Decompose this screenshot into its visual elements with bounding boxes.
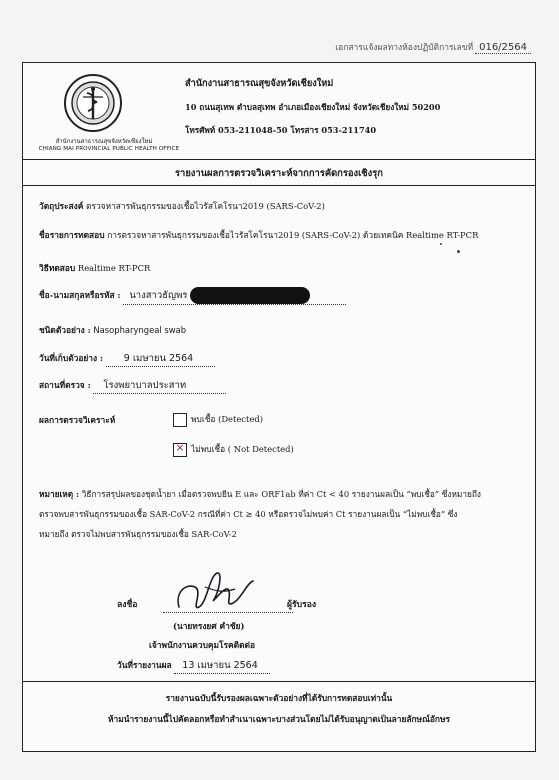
method-text: Realtime RT-PCR xyxy=(77,263,151,273)
scan-speck xyxy=(440,243,442,245)
note-line-3: หมายถึง ตรวจไม่พบสารพันธุกรรมของเชื้อ SAR-CoV-2 xyxy=(39,529,237,539)
collect-date-label: วันที่เก็บตัวอย่าง : xyxy=(39,353,104,363)
office-name: สำนักงานสาธารณสุขจังหวัดเชียงใหม่ xyxy=(185,78,334,89)
scan-speck xyxy=(457,250,460,253)
footer-divider xyxy=(23,681,535,682)
check-mark-icon: × xyxy=(175,440,185,454)
footer-line-1: รายงานฉบับนี้รับรองผลเฉพาะตัวอย่างที่ได้รับการทดสอบเท่านั้น xyxy=(165,693,393,703)
signer-name: (นายทรงยศ คำชัย) xyxy=(173,621,245,631)
note-label: หมายเหตุ : xyxy=(39,489,80,499)
org-name-thai: สำนักงานสาธารณสุขจังหวัดเชียงใหม่ xyxy=(55,138,153,145)
test-name-row xyxy=(39,228,478,242)
signature-line xyxy=(163,612,293,613)
result-label: ผลการตรวจวิเคราะห์ xyxy=(39,415,116,425)
result-option-not-detected[interactable] xyxy=(173,442,294,457)
method-row xyxy=(39,261,150,275)
site-value: โรงพยาบาลประสาท xyxy=(93,378,226,394)
document-number: 016/2564 xyxy=(475,42,531,54)
office-phone: โทรศัพท์ 053-211048-50 โทรสาร 053-211740 xyxy=(185,125,377,135)
report-date-row xyxy=(117,658,270,674)
site-row xyxy=(39,378,226,394)
objective-text: ตรวจหาสารพันธุกรรมของเชื้อไวรัสโคโรนา2019 (SARS-CoV-2) xyxy=(86,201,325,211)
detected-label: พบเชื้อ (Detected) xyxy=(191,414,263,424)
patient-label: ชื่อ-นามสกุลหรือรหัส : xyxy=(39,290,121,300)
report-title: รายงานผลการตรวจวิเคราะห์จากการคัดกรองเชิงรุก xyxy=(175,168,383,179)
report-date-label: วันที่รายงานผล xyxy=(117,660,172,670)
specimen-label: ชนิดตัวอย่าง : xyxy=(39,325,91,335)
footer-line-2: ห้ามนำรายงานนี้ไปคัดลอกหรือทำสำเนาเฉพาะบางส่วนโดยไม่ได้รับอนุญาตเป็นลายลักษณ์อักษร xyxy=(108,714,450,724)
test-name-text: การตรวจหาสารพันธุกรรมของเชื้อไวรัสโคโรนา2019 (SARS-CoV-2) ด้วยเทคนิค Realtime RT-PCR xyxy=(107,230,479,240)
collect-date-row xyxy=(39,351,215,367)
note-line-1: วิธีการสรุปผลของชุดน้ำยา เมื่อตรวจพบยีน E และ ORF1ab ที่ค่า Ct < 40 รายงานผลเป็น “พบเชื้อ” ซึ่งหมายถึง xyxy=(81,489,481,499)
sign-label: ลงชื่อ xyxy=(117,600,138,610)
specimen-value: Nasopharyngeal swab xyxy=(93,325,187,335)
method-label: วิธีทดสอบ xyxy=(39,263,76,273)
objective-label: วัตถุประสงค์ xyxy=(39,201,84,211)
patient-name-text: นางสาวธัญพร xyxy=(129,290,188,301)
redacted-surname xyxy=(190,287,310,304)
letterhead xyxy=(23,63,535,159)
objective-row xyxy=(39,199,325,213)
patient-row xyxy=(39,287,346,305)
collect-date-value: 9 เมษายน 2564 xyxy=(106,351,215,367)
report-date-value: 13 เมษายน 2564 xyxy=(174,658,269,674)
org-name-english: CHIANG MAI PROVINCIAL PUBLIC HEALTH OFFICE xyxy=(38,146,180,152)
note-block xyxy=(39,484,515,544)
note-line-2: ตรวจพบสารพันธุกรรมของเชื้อ SAR-CoV-2 กรณีที่ค่า Ct ≥ 40 หรือตรวจไม่พบค่า Ct รายงานผลเป็น “ไม่พบเชื้อ” ซึ่ง xyxy=(39,509,458,519)
ministry-seal-icon xyxy=(63,73,123,133)
site-label: สถานที่ตรวจ : xyxy=(39,380,91,390)
specimen-row xyxy=(39,323,186,337)
document-reference-label: เอกสารแจ้งผลทางห้องปฏิบัติการเลขที่ xyxy=(335,43,474,53)
test-name-label: ชื่อรายการทดสอบ xyxy=(39,230,105,240)
title-divider xyxy=(23,185,535,186)
office-address: 10 ถนนสุเทพ ตำบลสุเทพ อำเภอเมืองเชียงใหม่ จังหวัดเชียงใหม่ 50200 xyxy=(185,102,441,112)
report-form xyxy=(22,62,536,752)
result-option-detected[interactable] xyxy=(173,412,263,427)
signature-image xyxy=(169,563,259,619)
not-detected-checkbox[interactable] xyxy=(173,440,187,457)
document-reference xyxy=(335,40,531,54)
certifier-label: ผู้รับรอง xyxy=(287,600,317,610)
result-label-row xyxy=(39,413,115,427)
header-divider xyxy=(23,159,535,160)
detected-checkbox[interactable] xyxy=(173,413,187,427)
signer-position: เจ้าพนักงานควบคุมโรคติดต่อ xyxy=(149,640,255,650)
patient-name xyxy=(123,287,345,305)
not-detected-label: ไม่พบเชื้อ ( Not Detected) xyxy=(191,444,294,454)
